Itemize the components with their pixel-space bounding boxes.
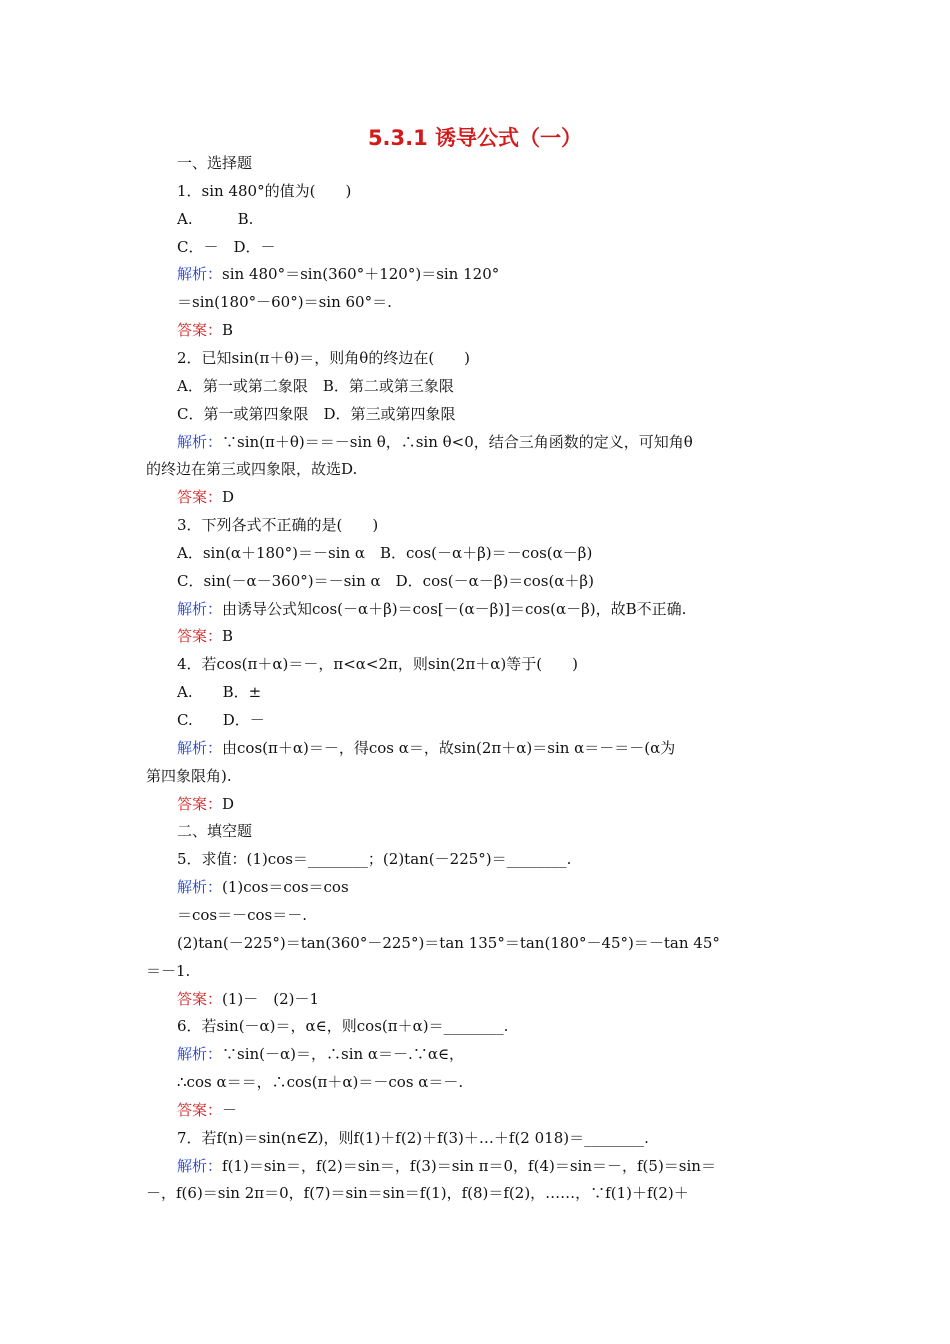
text-line	[177, 376, 454, 396]
text-line	[177, 682, 261, 702]
text-line	[177, 1072, 463, 1092]
text-line	[177, 487, 234, 507]
line-text: 由cos(π＋α)＝－，得cos α＝，故sin(2π＋α)＝sin α＝－＝－(α为	[222, 738, 676, 757]
text-line	[146, 459, 357, 479]
text-line	[177, 821, 252, 841]
analysis-label: 解析：	[177, 432, 223, 451]
text-line	[177, 292, 392, 312]
text-line	[177, 1044, 464, 1064]
line-text: ＝cos＝－cos＝－.	[177, 905, 308, 924]
text-line	[177, 543, 592, 563]
page-title: 5.3.1 诱导公式（一）	[367, 126, 583, 150]
text-line	[177, 877, 349, 897]
text-line	[177, 599, 686, 619]
line-text: ＝sin(180°－60°)＝sin 60°＝.	[177, 293, 392, 312]
text-line	[177, 1156, 716, 1176]
line-text: 7．若f(n)＝sin(n∈Z)，则f(1)＋f(2)＋f(3)＋…＋f(2 018)＝________.	[177, 1128, 649, 1147]
line-text: ∵sin(π＋θ)＝＝－sin θ，∴sin θ<0，结合三角函数的定义，可知角θ	[222, 432, 693, 451]
line-text: 由诱导公式知cos(－α＋β)＝cos[－(α－β)]＝cos(α－β)，故B不正确.	[222, 599, 687, 618]
text-line	[177, 515, 378, 535]
answer-label: 答案：	[177, 794, 223, 813]
answer-label: 答案：	[177, 321, 223, 340]
text-line	[177, 348, 470, 368]
text-line	[177, 320, 233, 340]
line-text: 4．若cos(π＋α)＝－，π<α<2π，则sin(2π＋α)等于( )	[177, 655, 578, 674]
line-text: (2)tan(－225°)＝tan(360°－225°)＝tan 135°＝tan(180°－45°)＝－tan 45°	[177, 933, 720, 952]
line-text: sin 480°＝sin(360°＋120°)＝sin 120°	[222, 265, 500, 284]
text-line	[177, 1016, 508, 1036]
text-line	[146, 766, 232, 786]
line-text: 1．sin 480°的值为( )	[177, 181, 352, 200]
line-text: 6．若sin(－α)＝，α∈，则cos(π＋α)＝________.	[177, 1017, 509, 1036]
line-text: B	[222, 321, 234, 340]
text-line	[177, 710, 265, 730]
line-text: C. D．－	[177, 711, 265, 729]
line-text: 一、选择题	[177, 154, 253, 172]
answer-label: 答案：	[177, 488, 223, 507]
line-text: －	[222, 1100, 238, 1119]
text-line	[177, 626, 233, 646]
analysis-label: 解析：	[177, 1156, 223, 1175]
text-line	[177, 1100, 237, 1120]
line-text: D	[222, 794, 235, 813]
text-line	[177, 153, 252, 173]
line-text: 2．已知sin(π＋θ)＝，则角θ的终边在( )	[177, 348, 471, 367]
text-line	[177, 794, 234, 814]
line-text: ＝－1.	[146, 961, 191, 980]
analysis-label: 解析：	[177, 265, 223, 284]
text-line	[177, 432, 693, 452]
analysis-label: 解析：	[177, 738, 223, 757]
answer-label: 答案：	[177, 1100, 223, 1119]
line-text: A. B.	[177, 209, 254, 228]
line-text: B	[222, 627, 234, 646]
line-text: (1)－ (2)－1	[222, 989, 320, 1008]
text-line	[177, 571, 594, 591]
text-line	[177, 264, 499, 284]
line-text: ∴cos α＝＝，∴cos(π＋α)＝－cos α＝－.	[177, 1073, 464, 1092]
analysis-label: 解析：	[177, 599, 223, 618]
line-text: (1)cos＝cos＝cos	[222, 878, 349, 897]
line-text: －，f(6)＝sin 2π＝0，f(7)＝sin＝sin＝f(1)，f(8)＝f(2)，……，∵f(1)＋f(2)＋	[146, 1184, 689, 1203]
text-line	[177, 181, 351, 201]
analysis-label: 解析：	[177, 1045, 223, 1064]
text-line	[177, 849, 571, 869]
line-text: ∵sin(－α)＝，∴sin α＝－.∵α∈，	[222, 1045, 465, 1064]
text-line	[177, 237, 276, 257]
text-line	[146, 1183, 689, 1203]
line-text: 二、填空题	[177, 822, 253, 841]
answer-label: 答案：	[177, 989, 223, 1008]
line-text: 5．求值：(1)cos＝________；(2)tan(－225°)＝________.	[177, 850, 572, 869]
text-line	[177, 989, 319, 1009]
line-text: C．sin(－α－360°)＝－sin α D．cos(－α－β)＝cos(α＋β)	[177, 571, 594, 590]
line-text: A．sin(α＋180°)＝－sin α B．cos(－α＋β)＝－cos(α－β)	[177, 543, 593, 562]
line-text: C．第一或第四象限 D．第三或第四象限	[177, 404, 456, 423]
analysis-label: 解析：	[177, 878, 223, 897]
text-line	[177, 654, 578, 674]
text-line	[177, 1128, 649, 1148]
line-text: 3．下列各式不正确的是( )	[177, 516, 379, 535]
text-line	[177, 905, 307, 925]
line-text: A．第一或第二象限 B．第二或第三象限	[177, 376, 454, 395]
answer-label: 答案：	[177, 627, 223, 646]
text-line	[146, 961, 190, 981]
text-line	[177, 738, 675, 758]
line-text: A. B．±	[177, 683, 262, 702]
line-text: 的终边在第三或四象限，故选D.	[146, 460, 358, 479]
line-text: C．－ D．－	[177, 237, 276, 256]
text-line	[177, 404, 456, 424]
text-line	[177, 933, 720, 953]
line-text: D	[222, 488, 235, 507]
line-text: 第四象限角).	[146, 766, 232, 785]
text-line	[177, 209, 253, 229]
line-text: f(1)＝sin＝，f(2)＝sin＝，f(3)＝sin π＝0，f(4)＝sin＝－，f(5)＝sin＝	[222, 1156, 716, 1175]
